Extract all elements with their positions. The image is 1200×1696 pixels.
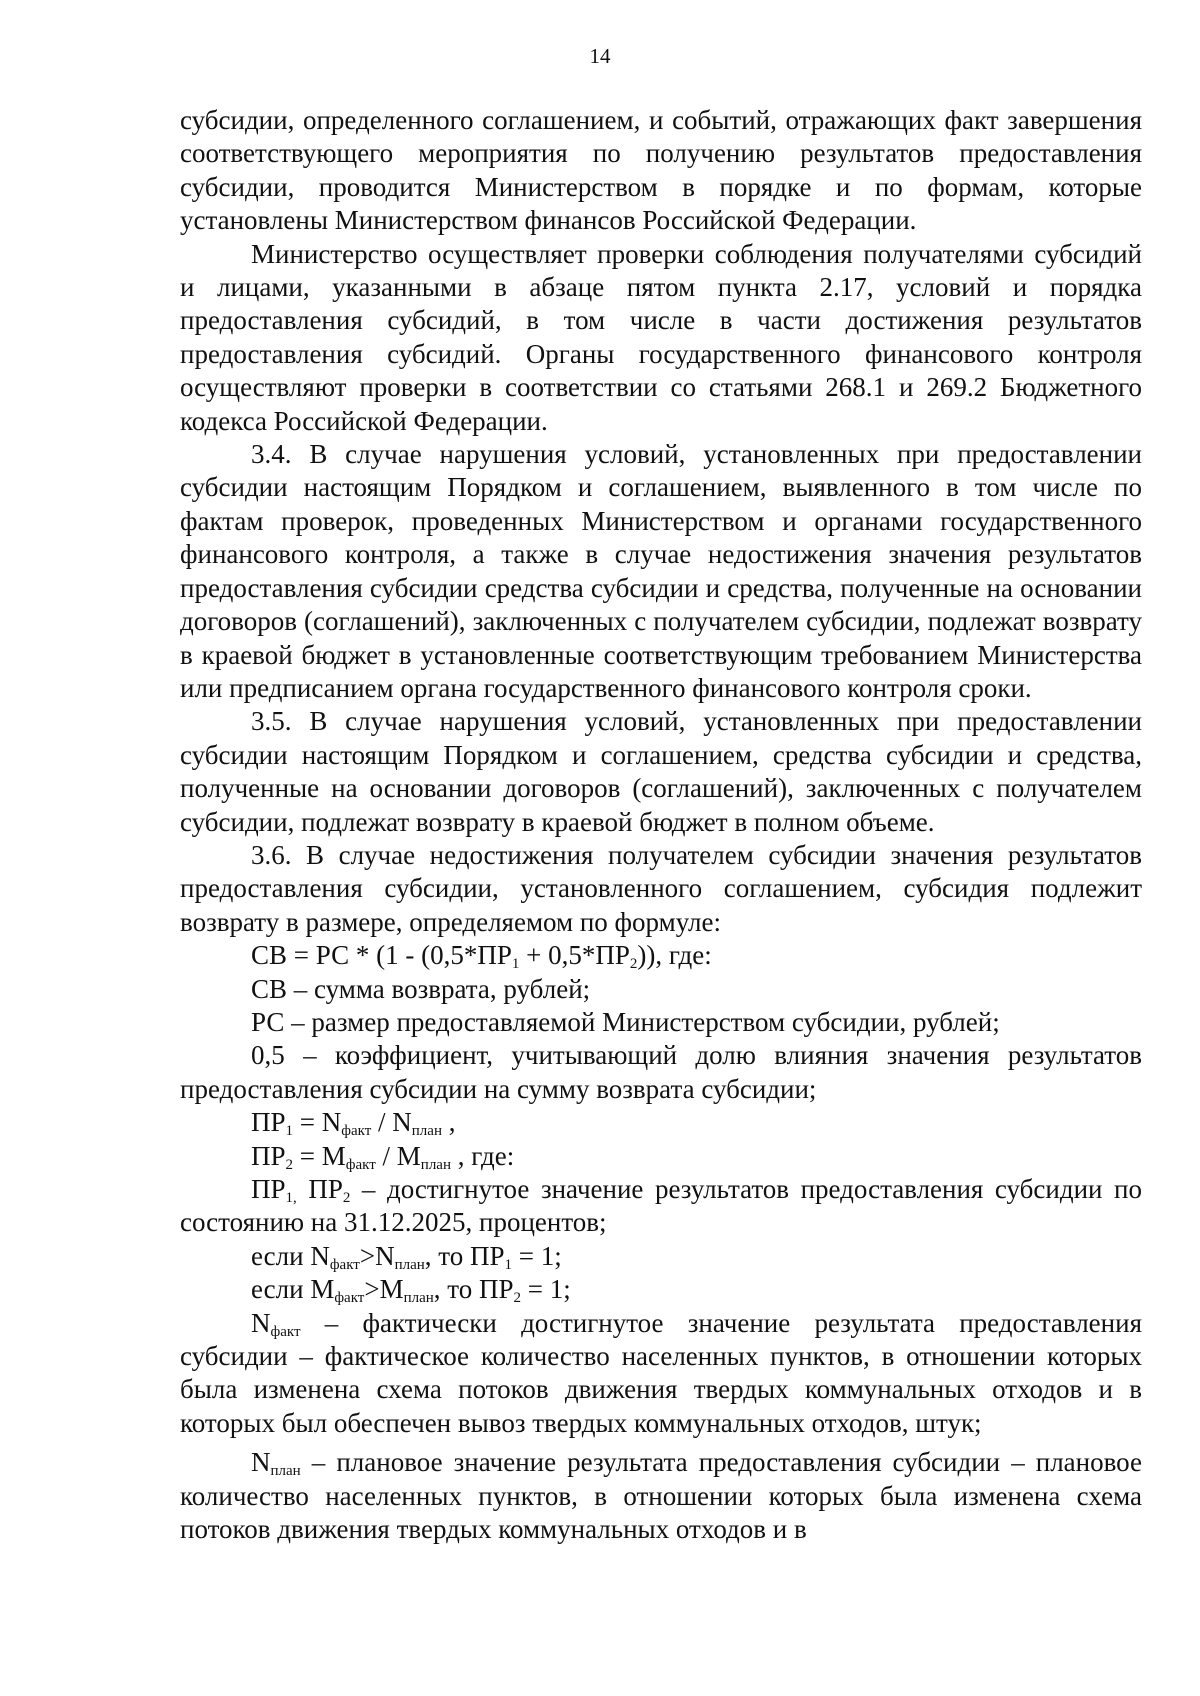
- definition-pr: $ПР_{1,}$ $ПР_2$ – достигнутое значение результатов предоставления субсидии по состоянию на 31.12.2025, процентов;: [180, 1174, 1142, 1238]
- formula-pr1: $ПР_1 = N_{факт} / N_{план}$ ,: [251, 1107, 456, 1140]
- paragraph-3-4: 3.4. В случае нарушения условий, установленных при предоставлении субсидии настоящим Порядком и соглашением, выявленного в том числе по фактам проверок, проведенных Министерством и органами государственного финансового контроля, а также в случае недостижения значения результатов предоставления субсидии средства субсидии и средства, полученные на основании договоров (соглашений), заключенных с получателем субсидии, подлежат возврату в краевой бюджет в установленные соответствующим требованием Министерства или предписанием органа государственного финансового контроля сроки.: [180, 439, 1142, 703]
- definition-n-fact: $N_{факт}$ – фактически достигнутое значение результата предоставления субсидии – фактическое количество населенных пунктов, в отношении которых была изменена схема потоков движения твердых коммунальных отходов и в которых был обеспечен вывоз твердых коммунальных отходов, штук;: [180, 1307, 1142, 1438]
- page-number: 14: [589, 44, 611, 68]
- definition-n-plan: $N_{план}$ – плановое значение результата предоставления субсидии – плановое количество населенных пунктов, в отношении которых была изменена схема потоков движения твердых коммунальных отходов и в: [180, 1447, 1142, 1545]
- formula-main: СВ = РС * $(1 - (0,5*ПР_1 + 0,5*ПР_2))$, где:: [251, 940, 712, 973]
- definition-coefficient: 0,5 – коэффициент, учитывающий долю влияния значения результатов предоставления субсидии на сумму возврата субсидии;: [180, 1040, 1142, 1104]
- paragraph-inspections: Министерство осуществляет проверки соблюдения получателями субсидий и лицами, указанными в абзаце пятом пункта 2.17, условий и порядка предоставления субсидий, в том числе в части достижения результатов предоставления субсидий. Органы государственного финансового контроля осуществляют проверки в соответствии со статьями 268.1 и 269.2 Бюджетного кодекса Российской Федерации.: [180, 238, 1142, 436]
- paragraph-3-6: 3.6. В случае недостижения получателем субсидии значения результатов предоставления субсидии, установленного соглашением, субсидия подлежит возврату в размере, определяемом по формуле:: [180, 839, 1142, 937]
- condition-m: если $M_{факт}>M_{план}$, то $ПР_2 = 1$;: [251, 1274, 571, 1307]
- definition-sv: СВ – сумма возврата, рублей;: [251, 973, 591, 1004]
- condition-n: если $N_{факт}>N_{план}$, то $ПР_1 = 1$;: [251, 1240, 562, 1273]
- formula-pr2: $ПР_2 = M_{факт} / M_{план}$ , где:: [251, 1140, 515, 1173]
- paragraph-3-5: 3.5. В случае нарушения условий, установленных при предоставлении субсидии настоящим Порядком и соглашением, средства субсидии и средства, полученные на основании договоров (соглашений), заключенных с получателем субсидии, подлежат возврату в краевой бюджет в полном объеме.: [180, 706, 1142, 837]
- paragraph-continuation: субсидии, определенного соглашением, и событий, отражающих факт завершения соответствующего мероприятия по получению результатов предоставления субсидии, проводится Министерством в порядке и по формам, которые установлены Министерством финансов Российской Федерации.: [180, 105, 1142, 236]
- definition-rs: РС – размер предоставляемой Министерством субсидии, рублей;: [251, 1006, 1000, 1037]
- document-body: [180, 104, 1142, 1546]
